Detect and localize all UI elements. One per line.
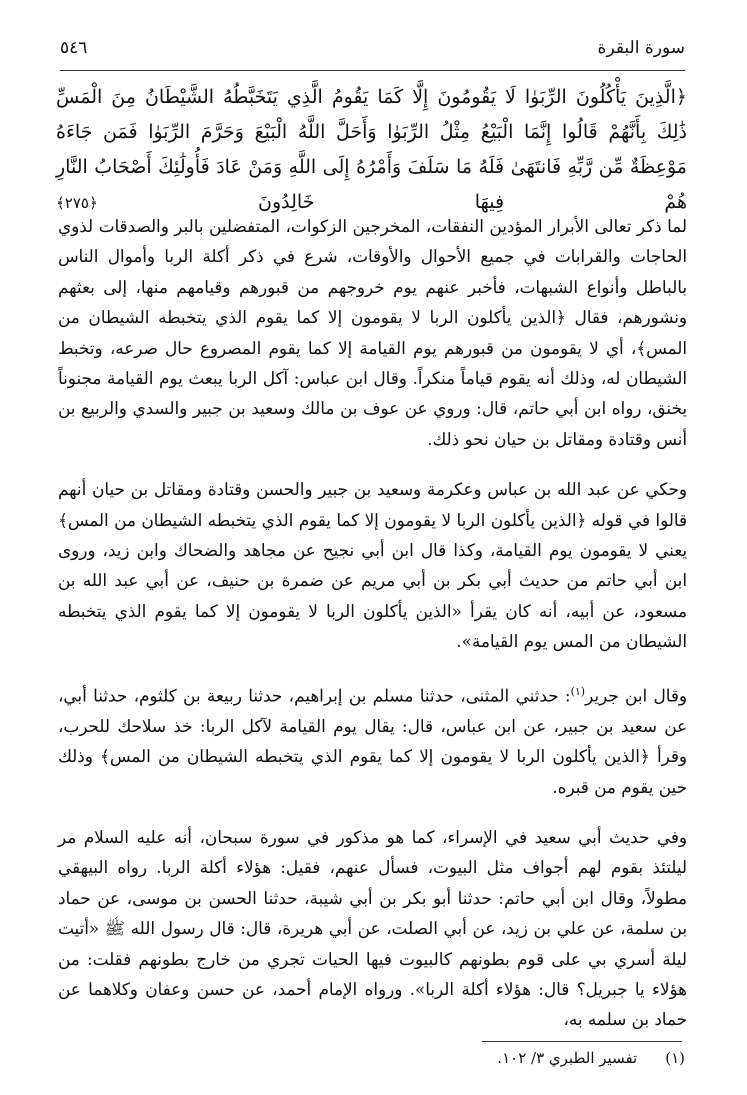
paragraph-1: لما ذكر تعالى الأبرار المؤدين النفقات، المخرجين الزكوات، المتفضلين بالبر والصدقات لذوي الحاجات والقرابات في جميع الأحوال والأوقات، شرع في ذكر أكلة الربا وأموال الناس بالباطل وأنواع الشبهات، فأخبر عنهم يوم خروجهم من قبورهم وقيامهم منها، إلى بعثهم ونشورهم، فقال ﴿الذين يأكلون الربا لا يقومون إلا كما يقوم الذي يتخبطه الشيطان من المس﴾، أي لا يقومون من قبورهم يوم القيامة إلا كما يقوم المصروع حال صرعه، وتخبط الشيطان له، وذلك أنه يقوم قياماً منكراً. وقال ابن عباس: آكل الربا يبعث يوم القيامة مجنوناً يخنق، رواه ابن أبي حاتم، قال: وروي عن عوف بن مالك وسعيد بن جبير والسدي والربيع بن أنس وقتادة ومقاتل بن حيان نحو ذلك. <box>58 216 687 449</box>
footnote <box>497 1049 685 1067</box>
paragraph-4: وفي حديث أبي سعيد في الإسراء، كما هو مذكور في سورة سبحان، أنه عليه السلام مر ليلتئذ بقوم لهم أجواف مثل البيوت، فسأل عنهم، فقيل: هؤلاء أكلة الربا. رواه البيهقي مطولاً، وقال ابن أبي حاتم: حدثنا أبو بكر بن أبي شيبة، حدثنا الحسن بن موسى، عن حماد بن سلمة، عن علي بن زيد، عن أبي الصلت، عن أبي هريرة، قال: قال رسول الله ﷺ «أتيت ليلة أسري بي على قوم بطونهم كالبيوت فيها الحيات تجري من خارج بطونهم فقلت: من هؤلاء يا جبريل؟ قال: هؤلاء أكلة الربا». ورواه الإمام أحمد، عن حسن وعفان وكلاهما عن حماد بن سلمه به، <box>58 826 687 1030</box>
footnote-divider <box>482 1041 682 1042</box>
page-number: ٥٤٦ <box>60 38 88 58</box>
quran-verse-text: ﴿الَّذِينَ يَأْكُلُونَ الرِّبَوٰا لَا يَقُومُونَ إِلَّا كَمَا يَقُومُ الَّذِي يَتَخَبَّطُهُ الشَّيْطَانُ مِنَ الْمَسِّ ذَٰلِكَ بِأَنَّهُمْ قَالُوا إِنَّمَا الْبَيْعُ مِثْلُ الرِّبَوٰا وَأَحَلَّ اللَّهُ الْبَيْعَ وَحَرَّمَ الرِّبَوٰا فَمَن جَاءَهُ مَوْعِظَةٌ مِّن رَّبِّهِ فَانتَهَىٰ فَلَهُ مَا سَلَفَ وَأَمْرُهُ إِلَى اللَّهِ وَمَنْ عَادَ فَأُولَٰئِكَ أَصْحَابُ النَّارِ هُمْ فِيهَا خَالِدُونَ <box>56 86 687 213</box>
footnote-reference[interactable]: (١) <box>570 684 586 698</box>
paragraph-2: وحكي عن عبد الله بن عباس وعكرمة وسعيد بن جبير والحسن وقتادة ومقاتل بن حيان أنهم قالوا في قوله ﴿الذين يأكلون الربا لا يقومون إلا كما يقوم الذي يتخبطه الشيطان من المس﴾ يعني لا يقومون يوم القيامة، وكذا قال ابن أبي نجيح عن مجاهد والضحاك وابن زيد، وروى ابن أبي حاتم من حديث أبي بكر بن أبي مريم عن ضمرة بن حنيف، عن أبي عبد الله بن مسعود، عن أبيه، أنه كان يقرأ «الذين يأكلون الربا لا يقومون إلا كما يقوم الذي يتخبطه الشيطان من المس يوم القيامة». <box>58 479 687 652</box>
paragraph-3-rest: : حدثني المثنى، حدثنا مسلم بن إبراهيم، حدثنا ربيعة بن كلثوم، حدثنا أبي، عن سعيد بن جبير، عن ابن عباس، قال: يقال يوم القيامة لآكل الربا: خذ سلاحك للحرب، وقرأ ﴿الذين يأكلون الربا لا يقومون إلا كما يقوم الذي يتخبطه الشيطان من المس﴾ وذلك حين يقوم من قبره. <box>58 685 687 797</box>
ayah-number: ﴿٢٧٥﴾ <box>56 194 98 212</box>
commentary-body <box>58 211 687 1055</box>
quran-verse <box>56 80 687 221</box>
footnote-number: (١) <box>665 1049 685 1067</box>
paragraph-3 <box>58 677 687 802</box>
header-divider <box>60 70 685 71</box>
surah-title: سورة البقرة <box>597 38 685 58</box>
footnote-text: تفسير الطبري ٣/ ١٠٢. <box>497 1049 638 1067</box>
page-header <box>60 38 685 64</box>
paragraph-3-start: وقال ابن جرير <box>585 685 687 706</box>
